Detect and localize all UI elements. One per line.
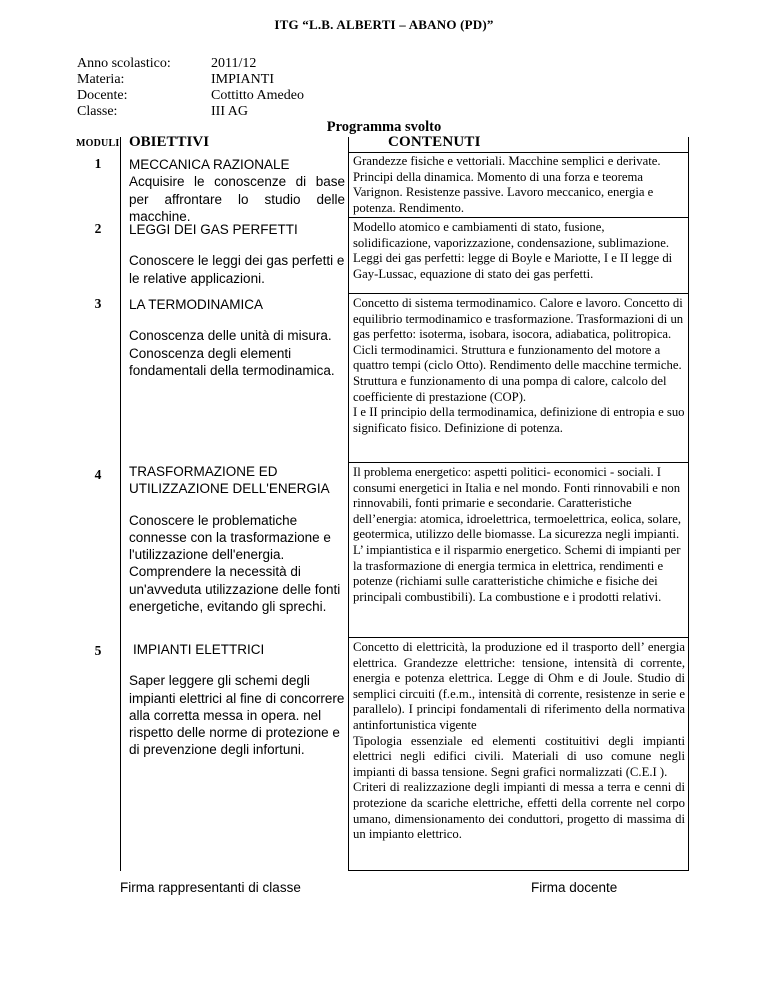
- info-label-class: Classe:: [77, 104, 118, 119]
- table-vline-1: [120, 137, 121, 871]
- content-paragraph: Concetto di elettricità, la produzione ed il trasporto dell’ energia elettrica. Grandezze elettriche: tensione, intensità di corrente, energia e potenza elettrica. Legge di Ohm e di Joule. Studio di semplici circuiti (f.e.m., intensità di corrente, resistenze in serie e parallelo). I principi fondamentali di riferimento della normativa antinfortunistica vigente: [353, 640, 685, 732]
- module-number: 1: [94, 156, 102, 171]
- table-vline-3: [688, 137, 689, 871]
- info-value-teacher: Cottitto Amedeo: [211, 88, 304, 103]
- header-contenuti: CONTENUTI: [388, 134, 481, 150]
- module-content: [353, 296, 685, 436]
- module-objective-cell: [129, 463, 347, 615]
- module-title: LA TERMODINAMICA: [129, 297, 264, 312]
- content-paragraph: Tipologia essenziale ed elementi costituitivi degli impianti elettrici negli edifici civili. Materiali di uso comune negli impianti di bassa tensione. Segni grafici normalizzati (C.E.I ).: [353, 733, 685, 779]
- module-objective: Saper leggere gli schemi degli impianti elettrici al fine di concorrere alla corretta messa in opera. nel rispetto delle norme di protezione e di prevenzione degli infortuni.: [129, 673, 345, 758]
- info-label-subject: Materia:: [77, 72, 125, 87]
- content-paragraph: Concetto di sistema termodinamico. Calore e lavoro. Concetto di equilibrio termodinamico e trasformazione. Trasformazioni di un gas perfetto: isoterma, isobara, isocora, adiabatica, politropica.: [353, 296, 684, 342]
- module-number: 3: [94, 296, 102, 311]
- content-paragraph: I e II principio della termodinamica, definizione di entropia e suo significato fisico. Definizione di potenza.: [353, 405, 685, 435]
- module-objective-cell: [129, 221, 345, 287]
- info-label-year: Anno scolastico:: [77, 56, 171, 71]
- module-title: IMPIANTI ELETTRICI: [133, 642, 265, 657]
- module-content: [353, 220, 685, 282]
- module-title: LEGGI DEI GAS PERFETTI: [129, 222, 298, 237]
- content-paragraph: Struttura e funzionamento di una pompa di calore, calcolo del coefficiente di prestazione (COP).: [353, 373, 667, 404]
- info-value-class: III AG: [211, 104, 248, 119]
- table-row-line-3: [348, 462, 689, 463]
- module-content: [353, 154, 685, 216]
- module-number: 2: [94, 221, 102, 236]
- module-content: [353, 640, 685, 843]
- content-paragraph: Il problema energetico: aspetti politici- economici - sociali. I consumi energetici in Italia e nel mondo. Fonti rinnovabili e non rinnovabili, fonti primarie e secondarie. Caratteristiche dell’energia: atomica, idroelettrica, termoelettrica, eolica, solare, geotermica, utilizzo delle biomasse. La sicurezza negli impianti. L’ impiantistica e il risparmio energetico. Schemi di impianti per la trasformazione di energia termica in elettrica, rendimenti e potenze (richiami sulle caratteristiche chimiche e fisiche dei principali combustibili). La combustione e i prodotti relativi.: [353, 465, 682, 604]
- module-title: MECCANICA RAZIONALE: [129, 157, 290, 172]
- info-value-subject: IMPIANTI: [211, 72, 274, 87]
- module-objective: Acquisire le conoscenze di base per affrontare lo studio delle macchine.: [129, 174, 345, 224]
- content-paragraph: Cicli termodinamici. Struttura e funzionamento del motore a quattro tempi (ciclo Otto). Rendimento delle macchine termiche.: [353, 342, 682, 373]
- header-obiettivi: OBIETTIVI: [129, 134, 210, 150]
- module-objective-cell: [129, 641, 345, 759]
- table-row-line-1: [348, 217, 689, 218]
- table-header-line: [348, 152, 689, 153]
- school-title: ITG “L.B. ALBERTI – ABANO (PD)”: [274, 17, 494, 32]
- signature-class-representatives: Firma rappresentanti di classe: [120, 880, 301, 895]
- info-label-teacher: Docente:: [77, 88, 128, 103]
- table-row-line-4: [348, 637, 689, 638]
- module-objective-cell: [129, 156, 345, 225]
- content-paragraph: Modello atomico e cambiamenti di stato, fusione, solidificazione, vaporizzazione, condensazione, sublimazione. Leggi dei gas perfetti: legge di Boyle e Mariotte, I e II legge di Gay-Lussac, equazione di stato dei gas perfetti.: [353, 220, 673, 281]
- module-objective: Conoscere le problematiche connesse con la trasformazione e l'utilizzazione dell'energia. Comprendere la necessità di un'avveduta utilizzazione delle fonti energetiche, evitando gli sprechi.: [129, 512, 341, 615]
- signature-teacher: Firma docente: [531, 880, 618, 895]
- module-content: [353, 465, 685, 605]
- program-title: Programma svolto: [326, 119, 442, 135]
- module-number: 4: [94, 467, 102, 482]
- table-vline-2: [348, 137, 349, 871]
- module-objective: Conoscere le leggi dei gas perfetti e le relative applicazioni.: [129, 253, 345, 286]
- table-bottom-line: [348, 870, 689, 871]
- info-value-year: 2011/12: [211, 56, 257, 71]
- content-paragraph: Criteri di realizzazione degli impianti di messa a terra e cenni di protezione da scariche elettriche, effetti della corrente nel corpo umano, dimensionamento dei conduttori, progetto di massima di un impianto elettrico.: [353, 780, 685, 842]
- module-title: TRASFORMAZIONE ED UTILIZZAZIONE DELL'ENERGIA: [129, 464, 330, 497]
- module-number: 5: [94, 643, 102, 658]
- module-objective-cell: [129, 296, 345, 379]
- content-paragraph: Grandezze fisiche e vettoriali. Macchine semplici e derivate. Principi della dinamica. Momento di una forza e teorema Varignon. Resistenze passive. Lavoro meccanico, energia e potenza. Rendimento.: [353, 154, 661, 215]
- header-moduli: MODULI: [76, 138, 120, 149]
- module-objective: Conoscenza delle unità di misura. Conoscenza degli elementi fondamentali della termodinamica.: [129, 328, 335, 378]
- table-row-line-2: [348, 293, 689, 294]
